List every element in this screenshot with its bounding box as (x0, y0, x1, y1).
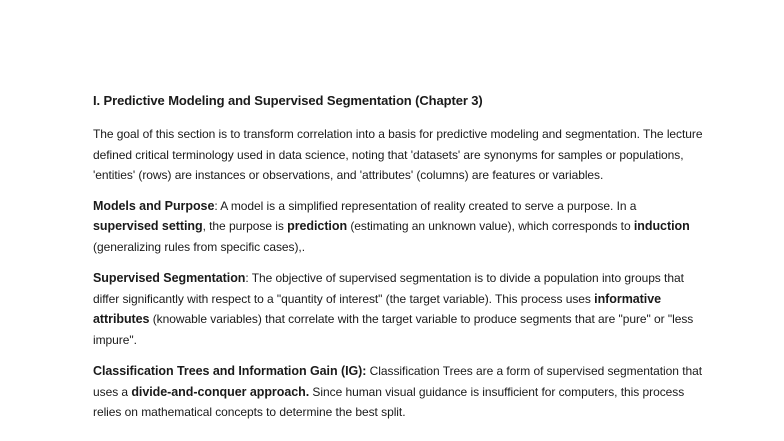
intro-paragraph: The goal of this section is to transform correlation into a basis for predictive modeling and segmentation. The lecture defined critical terminology used in data science, noting that 'datasets' are synonyms for samples or populations, 'entities' (rows) are instances or observations, and 'attributes' (columns) are features or variables. (93, 127, 703, 182)
trees-text-2: Since human visual guidance is insufficient for computers, this process relies on mathematical concepts to determine the best split. (93, 384, 685, 419)
trees-label: Classification Trees and Information Gain (IG): (93, 364, 367, 378)
models-paragraph (93, 196, 703, 258)
models-text-1: A model is a simplified representation of reality created to serve a purpose. In a (217, 198, 637, 213)
trees-text-1: Classification Trees are a form of supervised segmentation that uses a (93, 364, 703, 399)
term-informative-attributes: informative attributes (93, 291, 661, 326)
section-heading: I. Predictive Modeling and Supervised Segmentation (Chapter 3) (93, 93, 483, 108)
trees-paragraph (93, 361, 703, 423)
models-text-3: (estimating an unknown value), which corresponds to (347, 219, 634, 233)
models-text-4: (generalizing rules from specific cases),. (93, 239, 305, 254)
document-body (93, 92, 703, 433)
segmentation-text-1: The objective of supervised segmentation is to divide a population into groups that differ significantly with respect to a "quantity of interest" (the target variable). This process uses (93, 271, 684, 306)
models-label: Models and Purpose (93, 198, 215, 213)
segmentation-label: Supervised Segmentation (93, 271, 246, 285)
segmentation-text-2: (knowable variables) that correlate with the target variable to produce segments that are "pure" or "less impure". (93, 312, 694, 347)
term-prediction: prediction (287, 219, 348, 233)
term-divide-and-conquer: divide-and-conquer approach. (131, 384, 310, 399)
models-colon: : (214, 198, 218, 213)
term-induction: induction (633, 219, 690, 233)
segmentation-colon: : (245, 271, 249, 285)
term-supervised-setting: supervised setting (93, 219, 203, 233)
models-text-2: , the purpose is (202, 219, 288, 233)
segmentation-paragraph (93, 268, 703, 350)
